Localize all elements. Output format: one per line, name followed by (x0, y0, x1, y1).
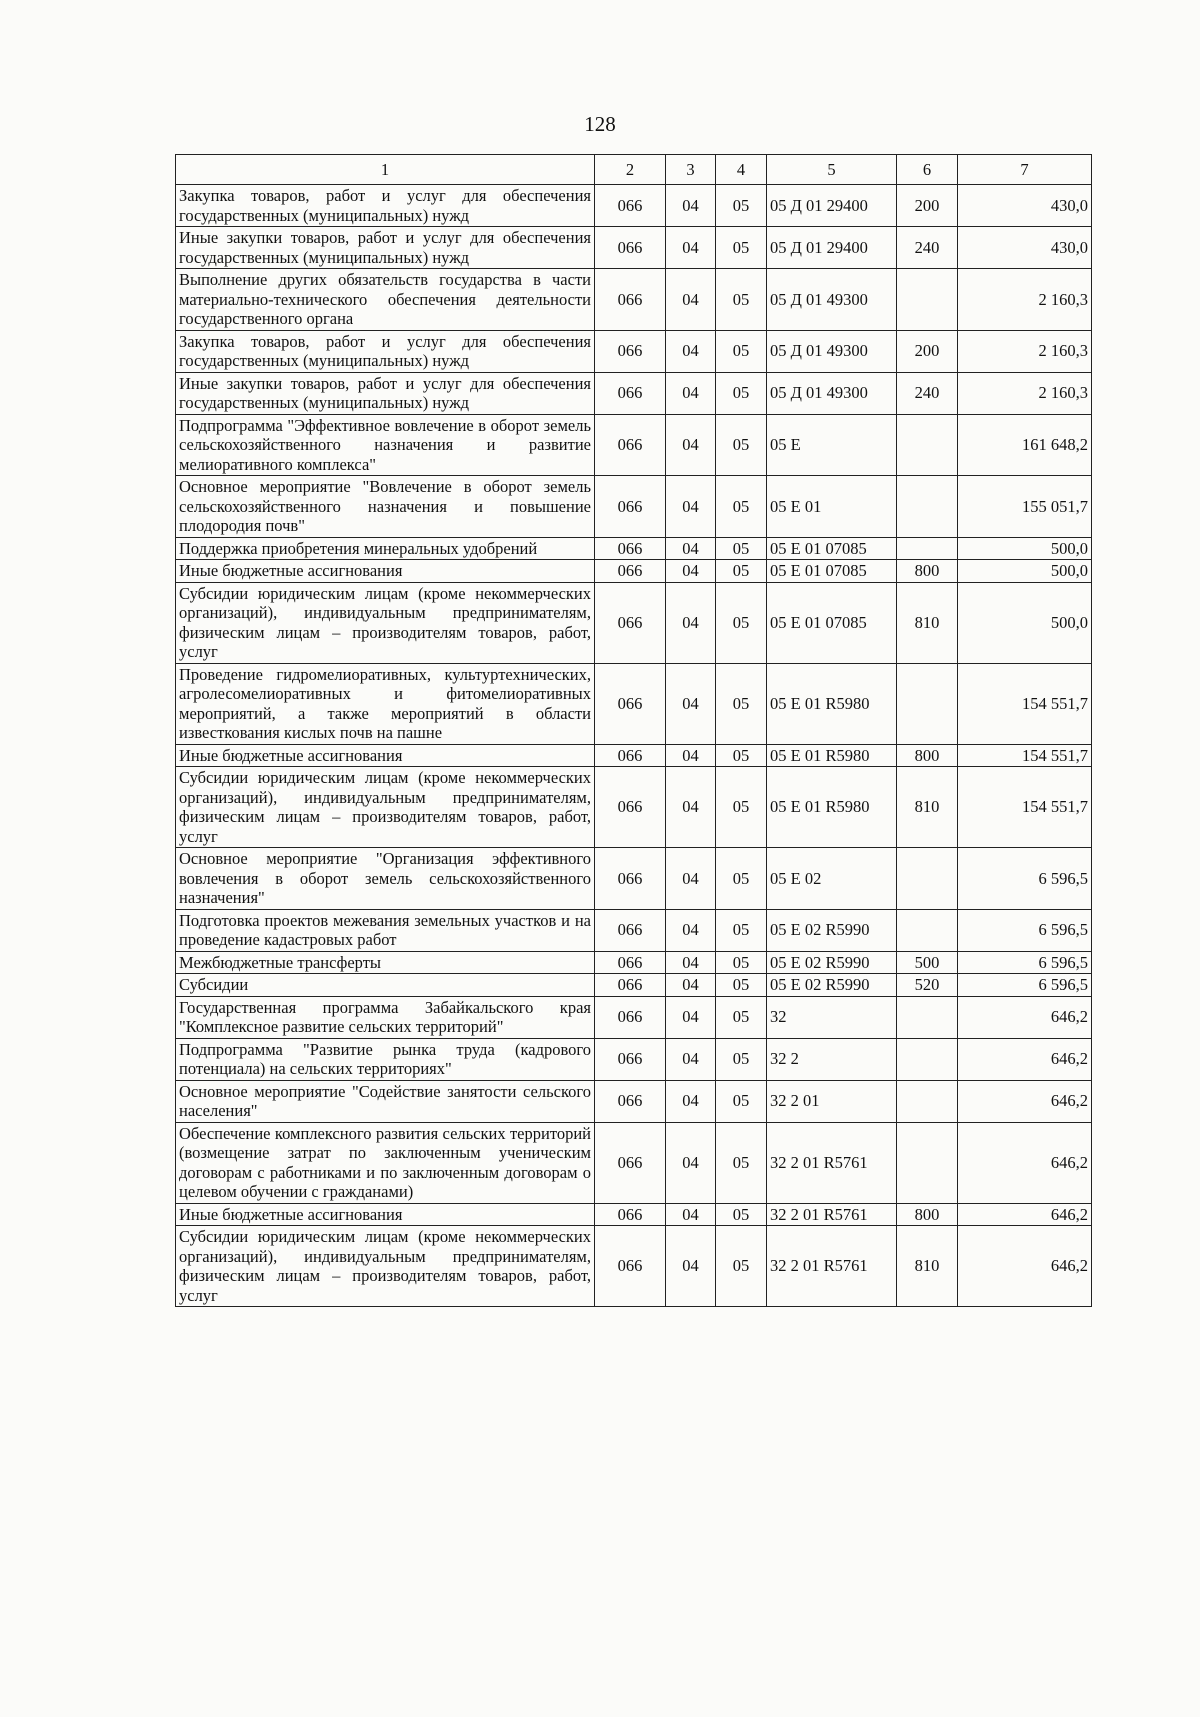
ministry-code-cell: 066 (595, 330, 666, 372)
column-header: 1 (176, 155, 595, 185)
subsection-code-cell: 05 (716, 537, 767, 560)
row-name-cell: Основное мероприятие "Организация эффективного вовлечения в оборот земель сельскохозяйственного назначения" (176, 848, 595, 910)
table-row (176, 974, 1092, 997)
section-code-cell: 04 (666, 951, 716, 974)
target-article-cell: 32 (767, 996, 897, 1038)
table-row (176, 414, 1092, 476)
target-article-cell: 05 Е 01 07085 (767, 537, 897, 560)
ministry-code-cell: 066 (595, 185, 666, 227)
column-header: 6 (897, 155, 958, 185)
row-name-cell: Закупка товаров, работ и услуг для обеспечения государственных (муниципальных) нужд (176, 330, 595, 372)
expense-type-cell: 200 (897, 330, 958, 372)
row-name-cell: Субсидии юридическим лицам (кроме некоммерческих организаций), индивидуальным предпринимателям, физическим лицам – производителям товаров, работ, услуг (176, 1226, 595, 1307)
ministry-code-cell: 066 (595, 1080, 666, 1122)
amount-cell: 154 551,7 (958, 767, 1092, 848)
row-name-cell: Субсидии (176, 974, 595, 997)
table-row (176, 1038, 1092, 1080)
amount-cell: 2 160,3 (958, 372, 1092, 414)
row-name-cell: Иные бюджетные ассигнования (176, 560, 595, 583)
amount-cell: 155 051,7 (958, 476, 1092, 538)
target-article-cell: 32 2 01 R5761 (767, 1203, 897, 1226)
table-row (176, 1122, 1092, 1203)
subsection-code-cell: 05 (716, 848, 767, 910)
section-code-cell: 04 (666, 560, 716, 583)
expense-type-cell: 240 (897, 227, 958, 269)
ministry-code-cell: 066 (595, 1122, 666, 1203)
target-article-cell: 32 2 01 R5761 (767, 1226, 897, 1307)
section-code-cell: 04 (666, 582, 716, 663)
amount-cell: 161 648,2 (958, 414, 1092, 476)
ministry-code-cell: 066 (595, 767, 666, 848)
expense-type-cell (897, 537, 958, 560)
table-row (176, 663, 1092, 744)
target-article-cell: 05 Е 01 07085 (767, 560, 897, 583)
ministry-code-cell: 066 (595, 663, 666, 744)
ministry-code-cell: 066 (595, 476, 666, 538)
ministry-code-cell: 066 (595, 1203, 666, 1226)
row-name-cell: Иные закупки товаров, работ и услуг для обеспечения государственных (муниципальных) нужд (176, 372, 595, 414)
ministry-code-cell: 066 (595, 1226, 666, 1307)
amount-cell: 6 596,5 (958, 951, 1092, 974)
table-row (176, 848, 1092, 910)
expense-type-cell: 240 (897, 372, 958, 414)
ministry-code-cell: 066 (595, 582, 666, 663)
amount-cell: 154 551,7 (958, 744, 1092, 767)
section-code-cell: 04 (666, 744, 716, 767)
target-article-cell: 05 Е 01 R5980 (767, 744, 897, 767)
table-row (176, 185, 1092, 227)
table-row (176, 1080, 1092, 1122)
ministry-code-cell: 066 (595, 269, 666, 331)
ministry-code-cell: 066 (595, 414, 666, 476)
target-article-cell: 05 Д 01 49300 (767, 330, 897, 372)
amount-cell: 154 551,7 (958, 663, 1092, 744)
table-row (176, 330, 1092, 372)
ministry-code-cell: 066 (595, 560, 666, 583)
section-code-cell: 04 (666, 269, 716, 331)
target-article-cell: 05 Е 02 (767, 848, 897, 910)
target-article-cell: 32 2 01 (767, 1080, 897, 1122)
table-row (176, 951, 1092, 974)
expense-type-cell (897, 1122, 958, 1203)
column-header: 3 (666, 155, 716, 185)
section-code-cell: 04 (666, 663, 716, 744)
section-code-cell: 04 (666, 1080, 716, 1122)
subsection-code-cell: 05 (716, 996, 767, 1038)
amount-cell: 2 160,3 (958, 330, 1092, 372)
header-row (176, 155, 1092, 185)
table-row (176, 537, 1092, 560)
target-article-cell: 05 Е 02 R5990 (767, 951, 897, 974)
section-code-cell: 04 (666, 537, 716, 560)
subsection-code-cell: 05 (716, 1080, 767, 1122)
subsection-code-cell: 05 (716, 185, 767, 227)
target-article-cell: 05 Е 01 R5980 (767, 767, 897, 848)
subsection-code-cell: 05 (716, 330, 767, 372)
ministry-code-cell: 066 (595, 974, 666, 997)
subsection-code-cell: 05 (716, 1226, 767, 1307)
table-row (176, 767, 1092, 848)
expense-type-cell: 810 (897, 1226, 958, 1307)
section-code-cell: 04 (666, 909, 716, 951)
section-code-cell: 04 (666, 996, 716, 1038)
column-header: 7 (958, 155, 1092, 185)
section-code-cell: 04 (666, 227, 716, 269)
expense-type-cell (897, 414, 958, 476)
row-name-cell: Иные бюджетные ассигнования (176, 744, 595, 767)
amount-cell: 646,2 (958, 1038, 1092, 1080)
amount-cell: 646,2 (958, 1203, 1092, 1226)
amount-cell: 430,0 (958, 227, 1092, 269)
table-row (176, 744, 1092, 767)
section-code-cell: 04 (666, 848, 716, 910)
amount-cell: 6 596,5 (958, 974, 1092, 997)
ministry-code-cell: 066 (595, 909, 666, 951)
amount-cell: 646,2 (958, 1122, 1092, 1203)
budget-table (175, 154, 1092, 1307)
target-article-cell: 05 Е 01 R5980 (767, 663, 897, 744)
row-name-cell: Проведение гидромелиоративных, культуртехнических, агролесомелиоративных и фитомелиоративных мероприятий, а также мероприятий в области известкования кислых почв на пашне (176, 663, 595, 744)
amount-cell: 646,2 (958, 996, 1092, 1038)
expense-type-cell: 800 (897, 744, 958, 767)
subsection-code-cell: 05 (716, 372, 767, 414)
amount-cell: 2 160,3 (958, 269, 1092, 331)
subsection-code-cell: 05 (716, 1038, 767, 1080)
subsection-code-cell: 05 (716, 269, 767, 331)
section-code-cell: 04 (666, 330, 716, 372)
table-row (176, 372, 1092, 414)
amount-cell: 6 596,5 (958, 848, 1092, 910)
target-article-cell: 32 2 01 R5761 (767, 1122, 897, 1203)
target-article-cell: 05 Д 01 29400 (767, 185, 897, 227)
amount-cell: 6 596,5 (958, 909, 1092, 951)
subsection-code-cell: 05 (716, 663, 767, 744)
section-code-cell: 04 (666, 1203, 716, 1226)
expense-type-cell (897, 269, 958, 331)
target-article-cell: 05 Д 01 49300 (767, 269, 897, 331)
row-name-cell: Субсидии юридическим лицам (кроме некоммерческих организаций), индивидуальным предпринимателям, физическим лицам – производителям товаров, работ, услуг (176, 582, 595, 663)
expense-type-cell: 800 (897, 560, 958, 583)
section-code-cell: 04 (666, 476, 716, 538)
table-row (176, 1203, 1092, 1226)
column-header: 4 (716, 155, 767, 185)
ministry-code-cell: 066 (595, 1038, 666, 1080)
page-number: 128 (584, 112, 616, 136)
amount-cell: 500,0 (958, 582, 1092, 663)
expense-type-cell (897, 663, 958, 744)
target-article-cell: 05 Д 01 49300 (767, 372, 897, 414)
subsection-code-cell: 05 (716, 1203, 767, 1226)
target-article-cell: 05 Е 01 (767, 476, 897, 538)
subsection-code-cell: 05 (716, 974, 767, 997)
section-code-cell: 04 (666, 1226, 716, 1307)
ministry-code-cell: 066 (595, 951, 666, 974)
expense-type-cell: 520 (897, 974, 958, 997)
table-row (176, 227, 1092, 269)
subsection-code-cell: 05 (716, 227, 767, 269)
expense-type-cell (897, 996, 958, 1038)
row-name-cell: Поддержка приобретения минеральных удобрений (176, 537, 595, 560)
row-name-cell: Обеспечение комплексного развития сельских территорий (возмещение затрат по заключенным ученическим договорам с работниками и по заключенным договорам о целевом обучении с гражданами) (176, 1122, 595, 1203)
section-code-cell: 04 (666, 767, 716, 848)
row-name-cell: Основное мероприятие "Содействие занятости сельского населения" (176, 1080, 595, 1122)
table-row (176, 476, 1092, 538)
amount-cell: 646,2 (958, 1226, 1092, 1307)
table-row (176, 1226, 1092, 1307)
subsection-code-cell: 05 (716, 951, 767, 974)
target-article-cell: 05 Е (767, 414, 897, 476)
expense-type-cell (897, 909, 958, 951)
row-name-cell: Подпрограмма "Эффективное вовлечение в оборот земель сельскохозяйственного назначения и развитие мелиоративного комплекса" (176, 414, 595, 476)
target-article-cell: 05 Е 02 R5990 (767, 909, 897, 951)
subsection-code-cell: 05 (716, 909, 767, 951)
row-name-cell: Подпрограмма "Развитие рынка труда (кадрового потенциала) на сельских территориях" (176, 1038, 595, 1080)
subsection-code-cell: 05 (716, 744, 767, 767)
column-header: 2 (595, 155, 666, 185)
subsection-code-cell: 05 (716, 767, 767, 848)
ministry-code-cell: 066 (595, 537, 666, 560)
row-name-cell: Иные бюджетные ассигнования (176, 1203, 595, 1226)
target-article-cell: 05 Д 01 29400 (767, 227, 897, 269)
row-name-cell: Подготовка проектов межевания земельных участков и на проведение кадастровых работ (176, 909, 595, 951)
section-code-cell: 04 (666, 1038, 716, 1080)
ministry-code-cell: 066 (595, 996, 666, 1038)
section-code-cell: 04 (666, 1122, 716, 1203)
expense-type-cell (897, 1080, 958, 1122)
amount-cell: 500,0 (958, 560, 1092, 583)
subsection-code-cell: 05 (716, 1122, 767, 1203)
expense-type-cell: 810 (897, 582, 958, 663)
target-article-cell: 32 2 (767, 1038, 897, 1080)
ministry-code-cell: 066 (595, 744, 666, 767)
ministry-code-cell: 066 (595, 848, 666, 910)
row-name-cell: Основное мероприятие "Вовлечение в оборот земель сельскохозяйственного назначения и повышение плодородия почв" (176, 476, 595, 538)
ministry-code-cell: 066 (595, 372, 666, 414)
subsection-code-cell: 05 (716, 582, 767, 663)
table-row (176, 560, 1092, 583)
table-row (176, 582, 1092, 663)
column-header: 5 (767, 155, 897, 185)
subsection-code-cell: 05 (716, 414, 767, 476)
row-name-cell: Государственная программа Забайкальского края "Комплексное развитие сельских территорий" (176, 996, 595, 1038)
amount-cell: 500,0 (958, 537, 1092, 560)
row-name-cell: Выполнение других обязательств государства в части материально-технического обеспечения деятельности государственного органа (176, 269, 595, 331)
table-row (176, 269, 1092, 331)
expense-type-cell: 800 (897, 1203, 958, 1226)
expense-type-cell (897, 1038, 958, 1080)
expense-type-cell: 810 (897, 767, 958, 848)
ministry-code-cell: 066 (595, 227, 666, 269)
expense-type-cell: 200 (897, 185, 958, 227)
section-code-cell: 04 (666, 974, 716, 997)
table-row (176, 909, 1092, 951)
expense-type-cell (897, 476, 958, 538)
amount-cell: 430,0 (958, 185, 1092, 227)
target-article-cell: 05 Е 01 07085 (767, 582, 897, 663)
row-name-cell: Межбюджетные трансферты (176, 951, 595, 974)
expense-type-cell (897, 848, 958, 910)
section-code-cell: 04 (666, 185, 716, 227)
table-row (176, 996, 1092, 1038)
amount-cell: 646,2 (958, 1080, 1092, 1122)
subsection-code-cell: 05 (716, 560, 767, 583)
section-code-cell: 04 (666, 414, 716, 476)
target-article-cell: 05 Е 02 R5990 (767, 974, 897, 997)
subsection-code-cell: 05 (716, 476, 767, 538)
table-body (176, 185, 1092, 1307)
expense-type-cell: 500 (897, 951, 958, 974)
section-code-cell: 04 (666, 372, 716, 414)
row-name-cell: Закупка товаров, работ и услуг для обеспечения государственных (муниципальных) нужд (176, 185, 595, 227)
row-name-cell: Иные закупки товаров, работ и услуг для обеспечения государственных (муниципальных) нужд (176, 227, 595, 269)
row-name-cell: Субсидии юридическим лицам (кроме некоммерческих организаций), индивидуальным предпринимателям, физическим лицам – производителям товаров, работ, услуг (176, 767, 595, 848)
